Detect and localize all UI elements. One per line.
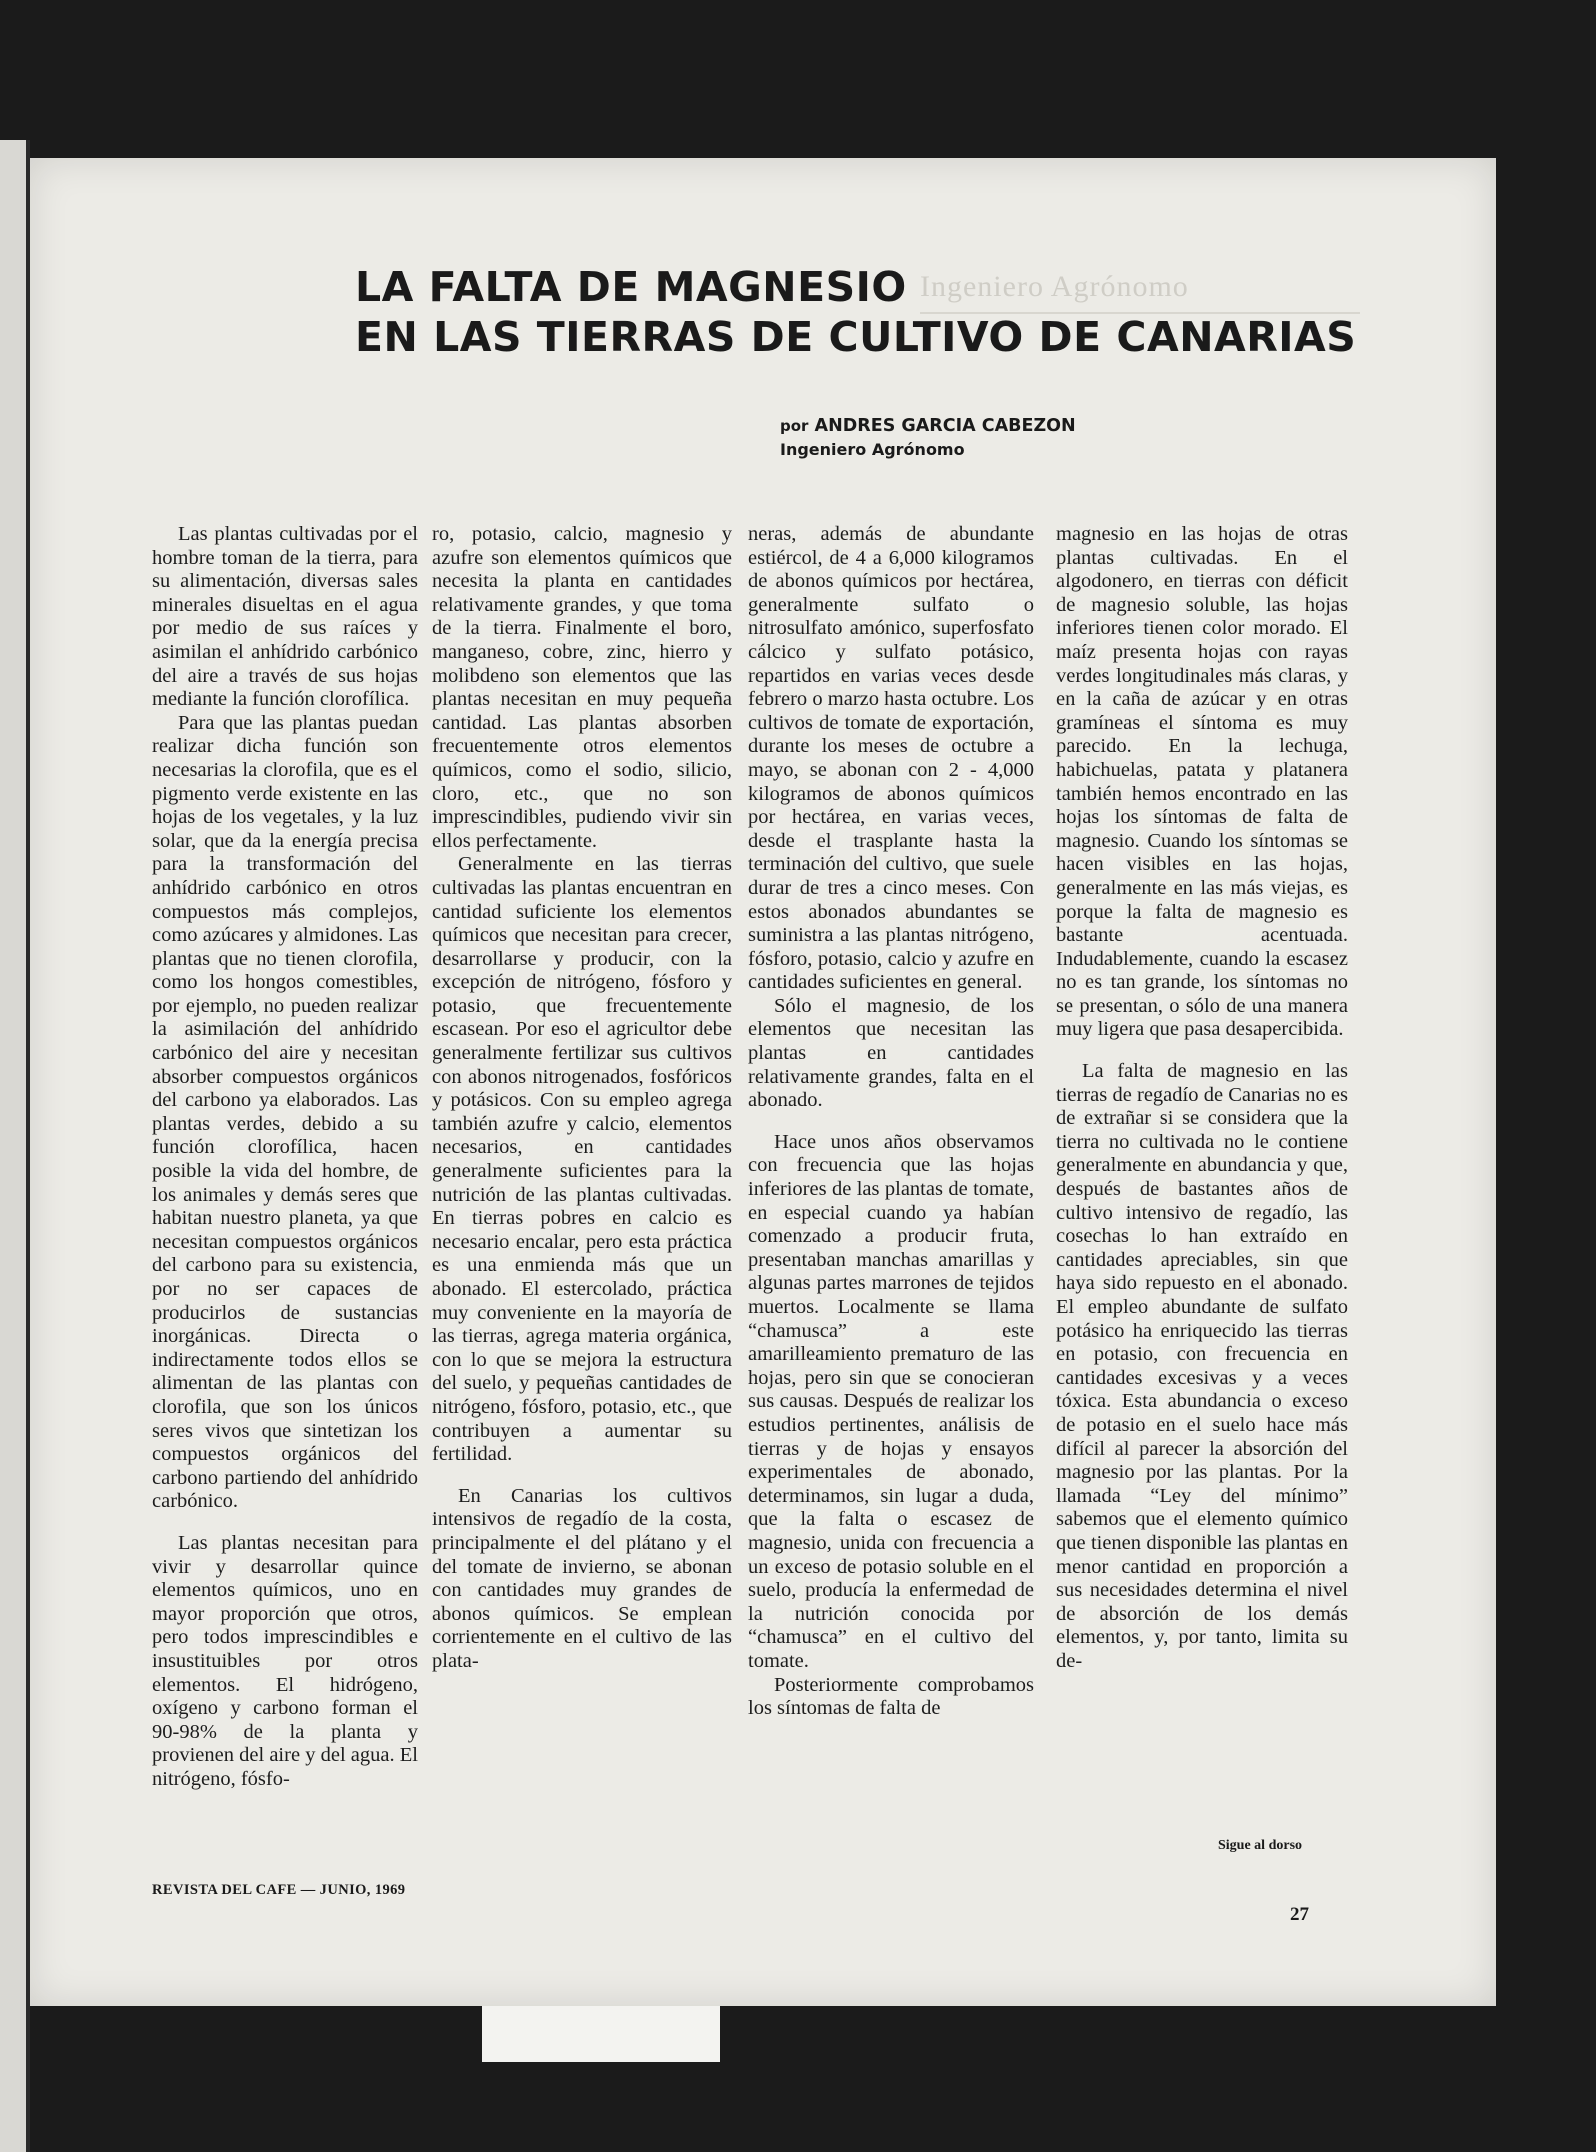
paragraph: Las plantas necesitan para vivir y desarrollar quince elementos químicos, uno en mayor proporción que otros, pero todos imprescindibles e insustituibles por otros elementos. El hidrógeno, oxígeno y carbono forman el 90-98% de la planta y provienen del aire y del agua. El nitrógeno, fósfo-: [152, 1531, 418, 1790]
paragraph: Generalmente en las tierras cultivadas las plantas encuentran en cantidad suficiente los elementos químicos que necesitan para crecer, desarrollarse y producir, con la excepción de nitrógeno, fósforo y potasio, que frecuentemente escasean. Por eso el agricultor debe generalmente fertilizar sus cultivos con abonos nitrogenados, fosfóricos y potásicos. Con su empleo agrega también azufre y calcio, elementos necesarios, en cantidades generalmente suficientes para la nutrición de las plantas cultivadas. En tierras pobres en calcio es necesario encalar, pero esta práctica es una enmienda más que un abonado. El estercolado, práctica muy conveniente en la mayoría de las tierras, agrega materia orgánica, con lo que se mejora la estructura del suelo, y pequeñas cantidades de nitrógeno, fósforo, potasio, etc., que contribuyen a aumentar su fertilidad.: [432, 853, 732, 1466]
author-role: Ingeniero Agrónomo: [780, 440, 965, 459]
paragraph: Posteriormente comprobamos los síntomas de falta de: [748, 1673, 1034, 1720]
paragraph: neras, además de abundante estiércol, de 4 a 6,000 kilogramos de abonos químicos por hectárea, generalmente sulfato o nitrosulfato amónico, superfosfato cálcico y sulfato potásico, repartidos en varias veces desde febrero o marzo hasta octubre. Los cultivos de tomate de exportación, durante los meses de octubre a mayo, se abonan con 2 - 4,000 kilogramos de abonos químicos por hectárea, en varias veces, desde el trasplante hasta la terminación del cultivo, que suele durar de tres a cinco meses. Con estos abonados abundantes se suministra a las plantas nitrógeno, fósforo, potasio, calcio y azufre en cantidades suficientes en general.: [748, 523, 1034, 994]
text-column-4: [1056, 523, 1348, 1674]
paragraph: magnesio en las hojas de otras plantas cultivadas. En el algodonero, en tierras con déficit de magnesio soluble, las hojas inferiores tienen color morado. El maíz presenta hojas con rayas verdes longitudinales más claras, y en la caña de azúcar y en otras gramíneas el síntoma es muy parecido. En la lechuga, habichuelas, patata y platanera también hemos encontrado en las hojas los síntomas de falta de magnesio. Cuando los síntomas se hacen visibles en las hojas, generalmente en las más viejas, es porque la falta de magnesio es bastante acentuada. Indudablemente, cuando la escasez no es tan grande, los síntomas no se presentan, o sólo de una manera muy ligera que pasa desapercibida.: [1056, 523, 1348, 1041]
text-column-2: [432, 523, 732, 1674]
text-column-1: [152, 523, 418, 1791]
bleed-through-text: Ingeniero Agrónomo: [920, 270, 1189, 303]
byline: [780, 414, 1200, 462]
title-line-2: EN LAS TIERRAS DE CULTIVO DE CANARIAS: [355, 313, 1357, 361]
running-footer: REVISTA DEL CAFE — JUNIO, 1969: [152, 1882, 406, 1898]
paragraph: Las plantas cultivadas por el hombre toman de la tierra, para su alimentación, diversas sales minerales disueltas en el agua por medio de sus raíces y asimilan el anhídrido carbónico del aire a través de sus hojas mediante la función clorofílica.: [152, 523, 418, 711]
text-column-3: [748, 523, 1034, 1721]
scan-tab-strip: [482, 2006, 720, 2062]
paragraph: En Canarias los cultivos intensivos de regadío de la costa, principalmente el del plátano y el del tomate de invierno, se abonan con cantidades muy grandes de abonos químicos. Se emplean corrientemente en el cultivo de las plata-: [432, 1484, 732, 1672]
paragraph: La falta de magnesio en las tierras de regadío de Canarias no es de extrañar si se considera que la tierra no cultivada no le contiene generalmente en abundancia y que, después de bastantes años de cultivo intensivo de regadío, las cosechas lo han extraído en cantidades apreciables, sin que haya sido repuesto en el abonado. El empleo abundante de sulfato potásico ha enriquecido las tierras en potasio, con frecuencia en cantidades excesivas y a veces tóxica. Esta abundancia o exceso de potasio en el suelo hace más difícil al parecer la absorción del magnesio por las plantas. Por la llamada “Ley del mínimo” sabemos que el elemento químico que tienen disponible las plantas en menor cantidad en proporción a sus necesidades determina el nivel de absorción de los demás elementos, y, por tanto, limita su de-: [1056, 1060, 1348, 1672]
paragraph: Sólo el magnesio, de los elementos que necesitan las plantas en cantidades relativamente grandes, falta en el abonado.: [748, 994, 1034, 1112]
byline-prefix: por: [780, 417, 809, 435]
paragraph: ro, potasio, calcio, magnesio y azufre son elementos químicos que necesita la planta en cantidades relativamente grandes, y que toma de la tierra. Finalmente el boro, manganeso, cobre, zinc, hierro y molibdeno son elementos que las plantas necesitan en muy pequeña cantidad. Las plantas absorben frecuentemente otros elementos químicos, como el sodio, silicio, cloro, etc., que no son imprescindibles, pudiendo vivir sin ellos perfectamente.: [432, 523, 732, 852]
title-line-1: LA FALTA DE MAGNESIO: [355, 263, 907, 311]
paragraph: Hace unos años observamos con frecuencia que las hojas inferiores de las plantas de tomate, en especial cuando ya habían comenzado a producir fruta, presentaban manchas amarillas y algunas partes marrones de tejidos muertos. Localmente se llama “chamusca” a este amarilleamiento prematuro de las hojas, pero sin que se conocieran sus causas. Después de realizar los estudios pertinentes, análisis de tierras y de hojas y ensayos experimentales de abonado, determinamos, sin lugar a duda, que la falta o escasez de magnesio, unida con frecuencia a un exceso de potasio soluble en el suelo, producía la enfermedad de la nutrición conocida por “chamusca” en el cultivo del tomate.: [748, 1130, 1034, 1672]
author-name: ANDRES GARCIA CABEZON: [814, 416, 1076, 436]
page-number: 27: [1290, 1904, 1309, 1925]
article-title: [355, 262, 1357, 362]
paragraph: Para que las plantas puedan realizar dicha función son necesarias la clorofila, que es el pigmento verde existente en las hojas de los vegetales, y la luz solar, que da la energía precisa para la transformación del anhídrido carbónico en otros compuestos más complejos, como azúcares y almidones. Las plantas que no tienen clorofila, como los hongos comestibles, por ejemplo, no pueden realizar la asimilación del anhídrido carbónico del aire y necesitan absorber compuestos orgánicos del carbono ya elaborados. Las plantas verdes, debido a su función clorofílica, hacen posible la vida del hombre, de los animales y demás seres que habitan nuestro planeta, ya que necesitan compuestos orgánicos del carbono para su existencia, por no ser capaces de producirlos de sustancias inorgánicas. Directa o indirectamente todos ellos se alimentan de las plantas con clorofila, que son los únicos seres vivos que sintetizan los compuestos orgánicos del carbono partiendo del anhídrido carbónico.: [152, 711, 418, 1513]
facing-page-edge: [0, 140, 30, 2152]
continuation-note: Sigue al dorso: [1218, 1838, 1303, 1853]
